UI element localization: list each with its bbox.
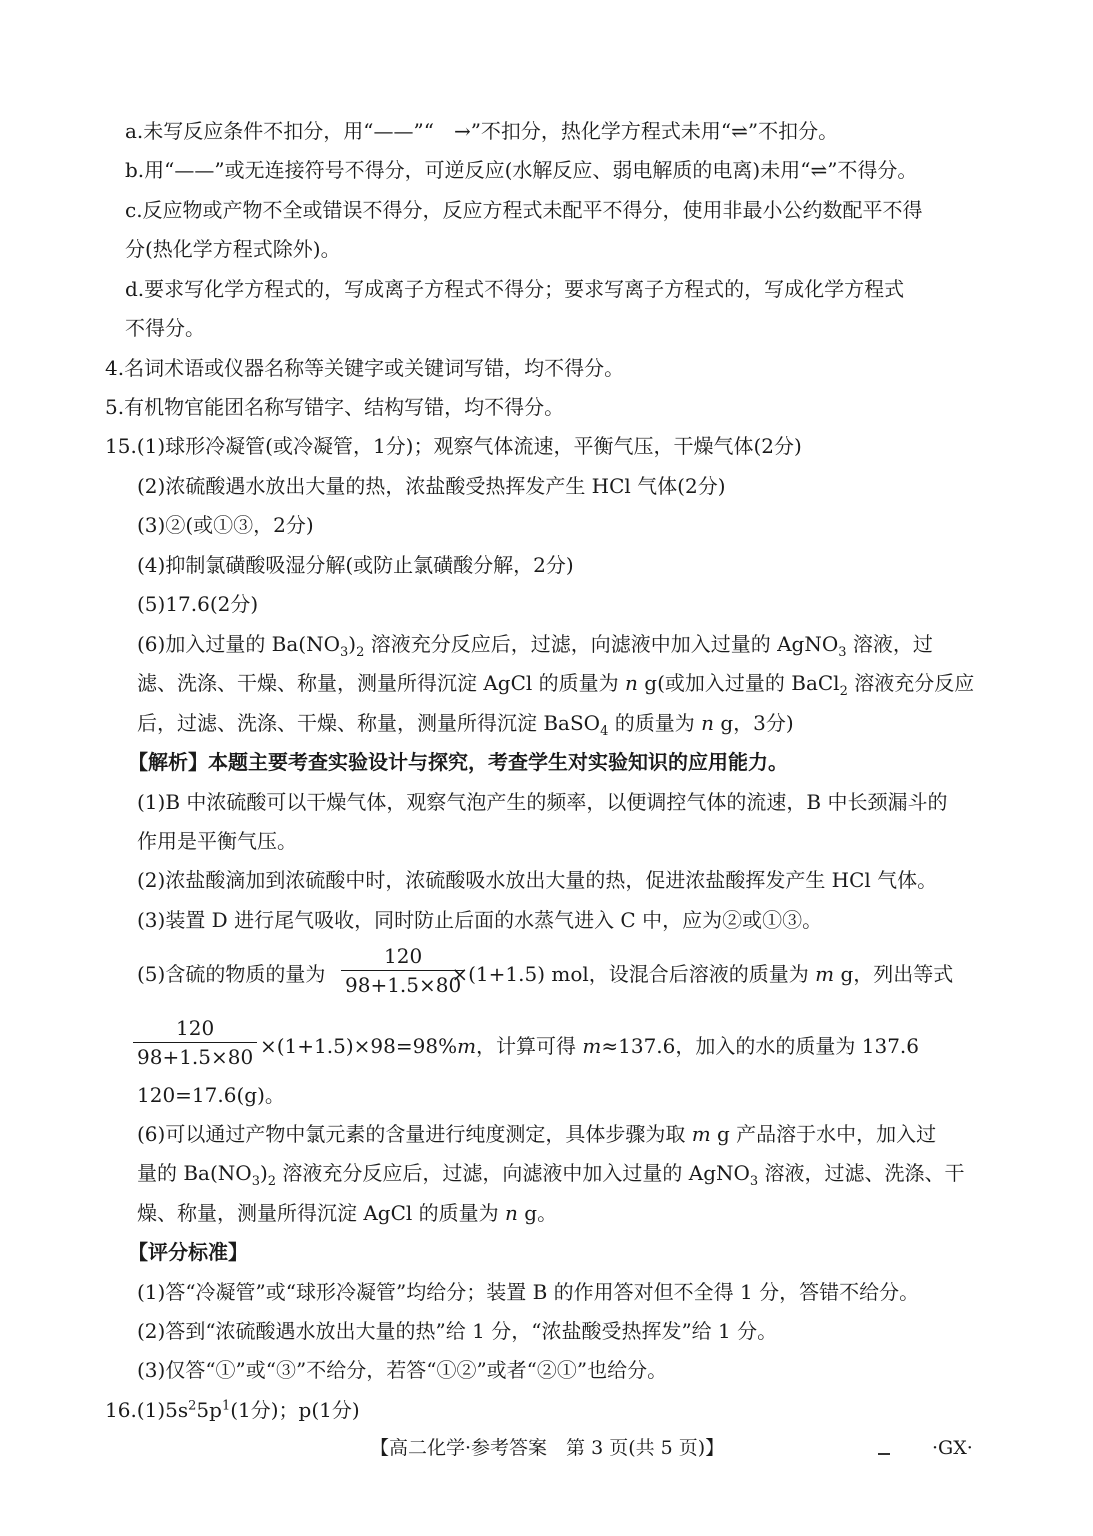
rule-d: d.要求写化学方程式的，写成离子方程式不得分；要求写离子方程式的，写成化学方程式 — [125, 277, 905, 301]
q15-answer-5: (5)17.6(2分) — [137, 592, 259, 616]
scoring-2: (2)答到“浓硫酸遇水放出大量的热”给 1 分，“浓盐酸受热挥发”给 1 分。 — [137, 1319, 778, 1343]
analysis-1-cont: 作用是平衡气压。 — [137, 829, 297, 853]
analysis-5-line3: 120=17.6(g)。 — [137, 1083, 285, 1107]
analysis-1: (1)B 中浓硫酸可以干燥气体，观察气泡产生的频率，以便调控气体的流速，B 中长颈漏斗的 — [137, 790, 948, 814]
scoring-3: (3)仅答“①”或“③”不给分，若答“①②”或者“②①”也给分。 — [137, 1358, 668, 1382]
fraction-2: $\frac{120}{98+1.5\times 80}$ — [133, 1016, 257, 1069]
rule-5: 5.有机物官能团名称写错字、结构写错，均不得分。 — [105, 395, 565, 419]
rule-c: c.反应物或产物不全或错误不得分，反应方程式未配平不得分，使用非最小公约数配平不得 — [125, 198, 923, 222]
scoring-1: (1)答“冷凝管”或“球形冷凝管”均给分；装置 B 的作用答对但不全得 1 分，答错不给分。 — [137, 1280, 920, 1304]
q15-answer-1: 15.(1)球形冷凝管(或冷凝管，1分)；观察气体流速，平衡气压，干燥气体(2分) — [105, 434, 802, 458]
rule-d-cont: 不得分。 — [125, 316, 205, 340]
q15-answer-6-line3: 后，过滤、洗涤、干燥、称量，测量所得沉淀 BaSO$_4$ 的质量为 n g，3分) — [137, 711, 794, 739]
rule-c-cont: 分(热化学方程式除外)。 — [125, 237, 341, 261]
analysis-5-line2: ×(1+1.5)×98=98%m，计算可得 m≈137.6，加入的水的质量为 137.6 — [260, 1034, 920, 1058]
analysis-3: (3)装置 D 进行尾气吸收，同时防止后面的水蒸气进入 C 中，应为②或①③。 — [137, 908, 823, 932]
q15-answer-2: (2)浓硫酸遇水放出大量的热，浓盐酸受热挥发产生 HCl 气体(2分) — [137, 474, 726, 498]
q15-answer-6-line2: 滤、洗涤、干燥、称量，测量所得沉淀 AgCl 的质量为 n g(或加入过量的 BaCl$_2$ 溶液充分反应 — [137, 671, 975, 699]
analysis-6-line3: 燥、称量，测量所得沉淀 AgCl 的质量为 n g。 — [137, 1201, 558, 1225]
analysis-2: (2)浓盐酸滴加到浓硫酸中时，浓硫酸吸水放出大量的热，促进浓盐酸挥发产生 HCl 气体。 — [137, 868, 938, 892]
q16-answer-1: $16.(1)5s^25p^1(1$分)；p(1分) — [105, 1398, 360, 1422]
rule-a: a.未写反应条件不扣分，用“——”“ →”不扣分，热化学方程式未用“⇌”不扣分。 — [125, 119, 839, 143]
scoring-heading: 【评分标准】 — [128, 1240, 248, 1264]
rule-4: 4.名词术语或仪器名称等关键字或关键词写错，均不得分。 — [105, 356, 625, 380]
analysis-heading: 【解析】本题主要考查实验设计与探究，考查学生对实验知识的应用能力。 — [128, 750, 788, 774]
analysis-6-line1: (6)可以通过产物中氯元素的含量进行纯度测定，具体步骤为取 m g 产品溶于水中，加入过 — [137, 1122, 937, 1146]
analysis-5-line1: (5)含硫的物质的量为 ×(1+1.5) mol，设混合后溶液的质量为 m g，列出等式 — [137, 962, 954, 986]
q15-answer-6-line1: (6)加入过量的 $Ba(NO_3)_2$ 溶液充分反应后，过滤，向滤液中加入过量的 AgNO$_3$ 溶液，过 — [137, 632, 933, 660]
analysis-6-line2: 量的 $Ba(NO_3)_2$ 溶液充分反应后，过滤，向滤液中加入过量的 AgNO$_3$ 溶液，过滤、洗涤、干 — [137, 1161, 965, 1189]
fraction-1: $\frac{120}{98+1.5\times 80}$ — [341, 944, 465, 997]
q15-answer-3: (3)②(或①③，2分) — [137, 513, 314, 537]
footer-mark — [878, 1453, 890, 1455]
page-footer: 【高二化学·参考答案 第 3 页(共 5 页)】 — [370, 1437, 725, 1459]
rule-b: b.用“——”或无连接符号不得分，可逆反应(水解反应、弱电解质的电离)未用“⇌”不得分。 — [125, 158, 918, 182]
footer-code: ·GX· — [932, 1437, 973, 1459]
q15-answer-4: (4)抑制氯磺酸吸湿分解(或防止氯磺酸分解，2分) — [137, 553, 574, 577]
